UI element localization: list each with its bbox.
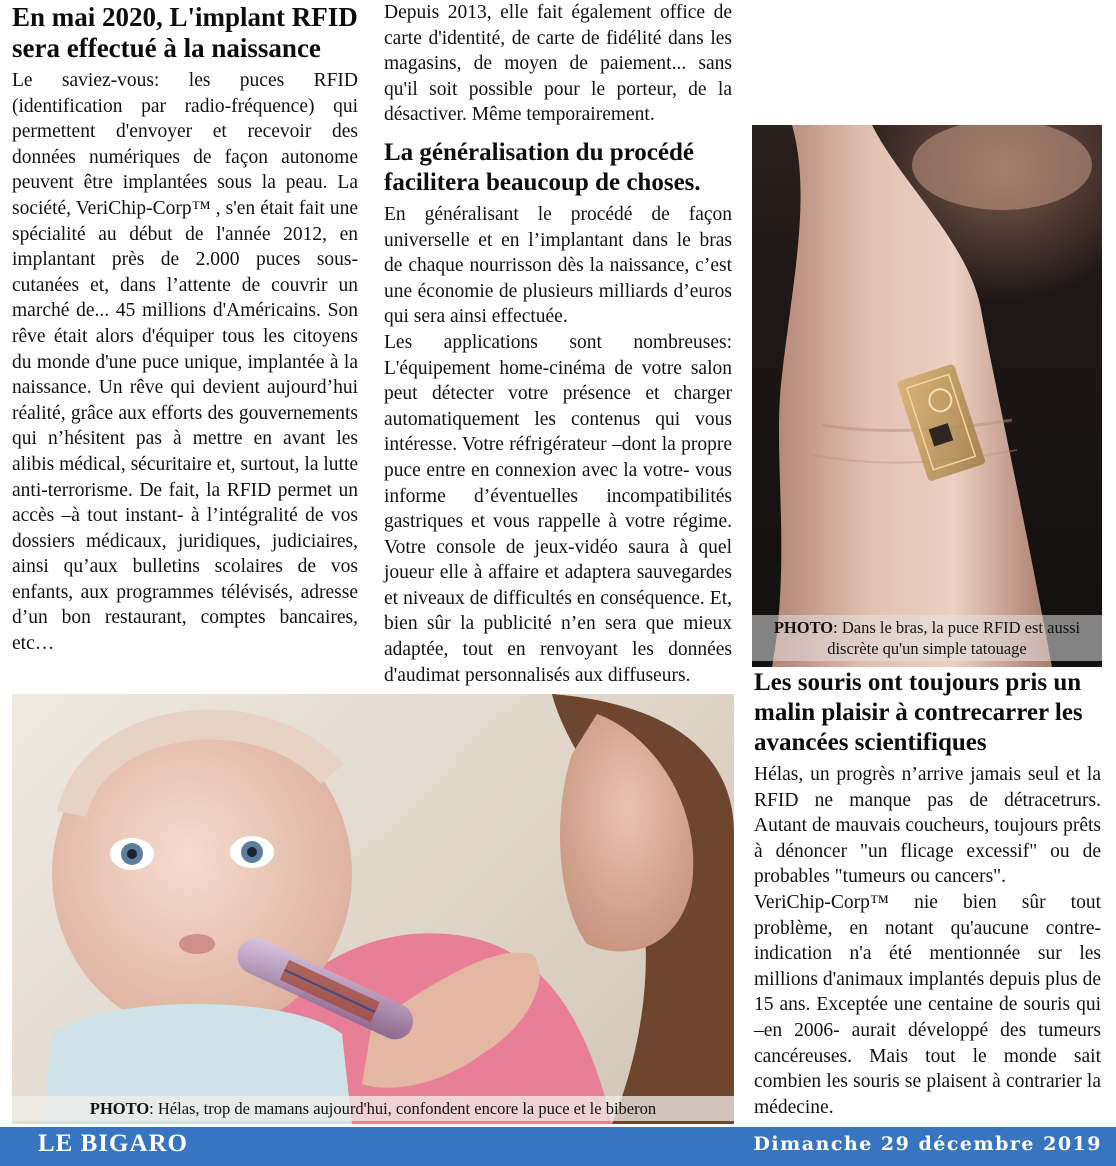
article-mice	[754, 668, 1101, 1120]
baby-illustration	[12, 694, 734, 1124]
photo-wrist-label: PHOTO	[773, 618, 834, 637]
article-generalisation-p1: En généralisant le procédé de façon universelle et en l’implantant dans le bras de chaque nourrisson dès la naissance, c’est une économie de plusieurs milliards d’euros qui sera ainsi effectuée.	[384, 203, 732, 328]
photo-baby-caption-text: : Hélas, trop de mamans aujourd'hui, confondent encore la puce et le biberon	[149, 1099, 657, 1118]
photo-baby-label: PHOTO	[89, 1099, 150, 1118]
article-main	[12, 0, 358, 657]
headline-mice: Les souris ont toujours pris un malin plaisir à contrecarrer les avancées scientifiques	[754, 669, 1083, 756]
headline-main: En mai 2020, L'implant RFID sera effectué à la naissance	[12, 2, 358, 63]
article-main-continued: Depuis 2013, elle fait également office de carte d'identité, de carte de fidélité dans les magasins, de moyen de paiement... sans qu'il soit possible pour le porteur, de la désactiver. Même temporairement.	[384, 2, 732, 126]
photo-baby-caption	[12, 1096, 734, 1121]
photo-wrist-caption	[752, 615, 1102, 661]
article-mice-p1: Hélas, un progrès n’arrive jamais seul et la RFID ne manque pas de détracetrurs. Autant de mauvais coucheurs, toujours prêts à dénoncer "un flicage excessif" ou de probables "tumeurs ou cancers".	[754, 764, 1101, 888]
newspaper-logo: LE BIGARO	[38, 1130, 189, 1157]
photo-wrist-rfid	[752, 125, 1102, 667]
article-mice-p2: VeriChip-Corp™ nie bien sûr tout problème, en notant qu'aucune contre-indication n'a été mentionnée sur les millions d'animaux implantés depuis plus de 15 ans. Exceptée une centaine de souris qui –en 2006- aurait développé des tumeurs cancéreuses. Mais tout le monde sait combien les souris se plaisent à contrarier la médecine.	[754, 891, 1101, 1118]
photo-wrist-caption-text: : Dans le bras, la puce RFID est aussi discrète qu'un simple tatouage	[827, 618, 1081, 658]
footer-bar	[0, 1127, 1116, 1166]
article-generalisation-p2: Les applications sont nombreuses: L'équipement home-cinéma de votre salon peut détecter votre présence et charger automatiquement les contenus qui vous intéresse. Votre réfrigérateur –dont la propre puce entre en connexion avec la votre- vous informe d’éventuelles incompatibilités gastriques et vous rappelle à votre régime. Votre console de jeux-vidéo saura à quel joueur elle à affaire et adaptera sauvegardes et niveaux de difficultés en conséquence. Et, bien sûr la publicité n’en sera que mieux adaptée, tout en renvoyant les données d'audimat personnalisés aux diffuseurs.	[384, 331, 732, 686]
article-column-2	[384, 0, 732, 688]
photo-baby-rfid	[12, 694, 734, 1124]
article-main-body: Le saviez-vous: les puces RFID (identification par radio-fréquence) qui permettent d'envoyer et recevoir des données numériques de façon autonome peuvent être implantées sous la peau. La société, VeriChip-Corp™ , s'en était fait une spécialité au début de l'année 2012, en implantant près de 2.000 puces sous-cutanées et, dans l’attente de couvrir un marché de... 45 millions d'Américains. Son rêve était alors d'équiper tous les citoyens du monde d'une puce unique, implantée à la naissance. Un rêve qui devient aujourd’hui réalité, grâce aux efforts des gouvernements qui n’hésitent pas à mettre en avant les alibis médical, sécuritaire et, surtout, la lutte anti-terrorisme. De fait, la RFID permet un accès –à tout instant- à l’intégralité de vos dossiers médicaux, juridiques, judiciaires, ainsi qu’aux bulletins scolaires de vos enfants, aux programmes télévisés, adresse d’un bon restaurant, comptes bancaires, etc…	[12, 70, 359, 655]
issue-date: Dimanche 29 décembre 2019	[753, 1133, 1102, 1155]
headline-generalisation: La généralisation du procédé facilitera beaucoup de choses.	[384, 138, 701, 196]
wrist-illustration	[752, 125, 1102, 667]
